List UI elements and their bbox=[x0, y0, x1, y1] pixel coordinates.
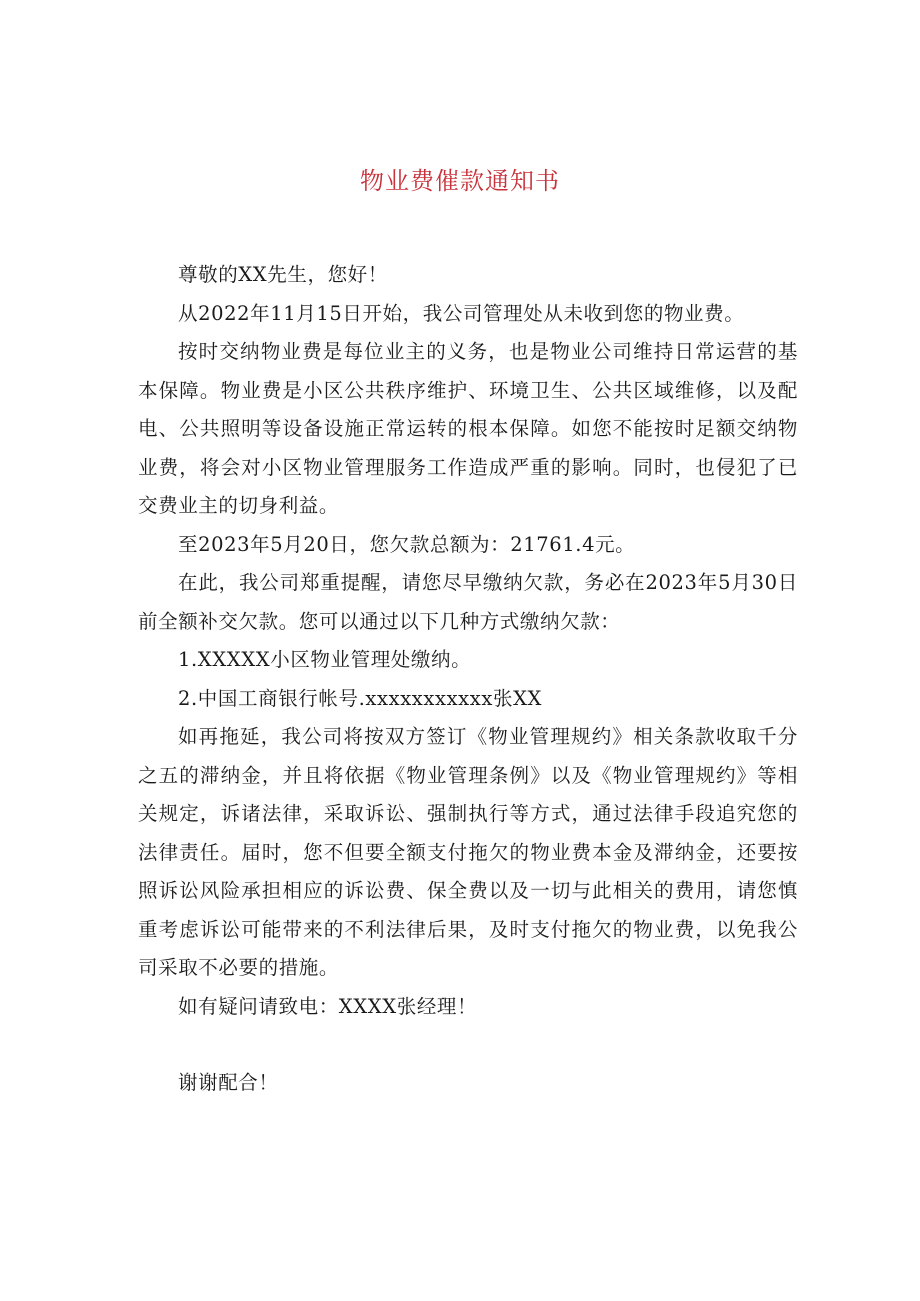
paragraph-amount-due: 至2023年5月20日，您欠款总额为：21761.4元。 bbox=[178, 532, 636, 556]
paragraph-obligation: 按时交纳物业费是每位业主的义务，也是物业公司维持日常运营的基本保障。物业费是小区公共秩序维护、环境卫生、公共区域维修，以及配电、公共照明等设备设施正常运转的根本保障。如您不能按时足额交纳物业费，将会对小区物业管理服务工作造成严重的影响。同时，也侵犯了已交费业主的切身利益。 bbox=[138, 340, 798, 517]
paragraph-legal-warning: 如再拖延，我公司将按双方签订《物业管理规约》相关条款收取千分之五的滞纳金，并且将依据《物业管理条例》以及《物业管理规约》等相关规定，诉诸法律，采取诉讼、强制执行等方式，通过法律手段追究您的法律责任。届时，您不但要全额支付拖欠的物业费本金及滞纳金，还要按照诉讼风险承担相应的诉讼费、保全费以及一切与此相关的费用，请您慎重考虑诉讼可能带来的不利法律后果，及时支付拖欠的物业费，以免我公司采取不必要的措施。 bbox=[138, 725, 798, 979]
closing-thanks: 谢谢配合！ bbox=[178, 1071, 279, 1094]
paragraph-start-date: 从2022年11月15日开始，我公司管理处从未收到您的物业费。 bbox=[178, 301, 745, 325]
paragraph-contact: 如有疑问请致电：XXXX张经理！ bbox=[178, 994, 478, 1018]
payment-method-2: 2.中国工商银行帐号.xxxxxxxxxxx张XX bbox=[178, 686, 543, 710]
document-body bbox=[138, 256, 798, 1103]
document-title: 物业费催款通知书 bbox=[360, 167, 560, 195]
paragraph-reminder: 在此，我公司郑重提醒，请您尽早缴纳欠款，务必在2023年5月30日前全额补交欠款。您可以通过以下几种方式缴纳欠款： bbox=[138, 571, 798, 633]
salutation: 尊敬的XX先生，您好！ bbox=[178, 263, 388, 286]
payment-method-1: 1.XXXXX小区物业管理处缴纳。 bbox=[178, 648, 472, 671]
